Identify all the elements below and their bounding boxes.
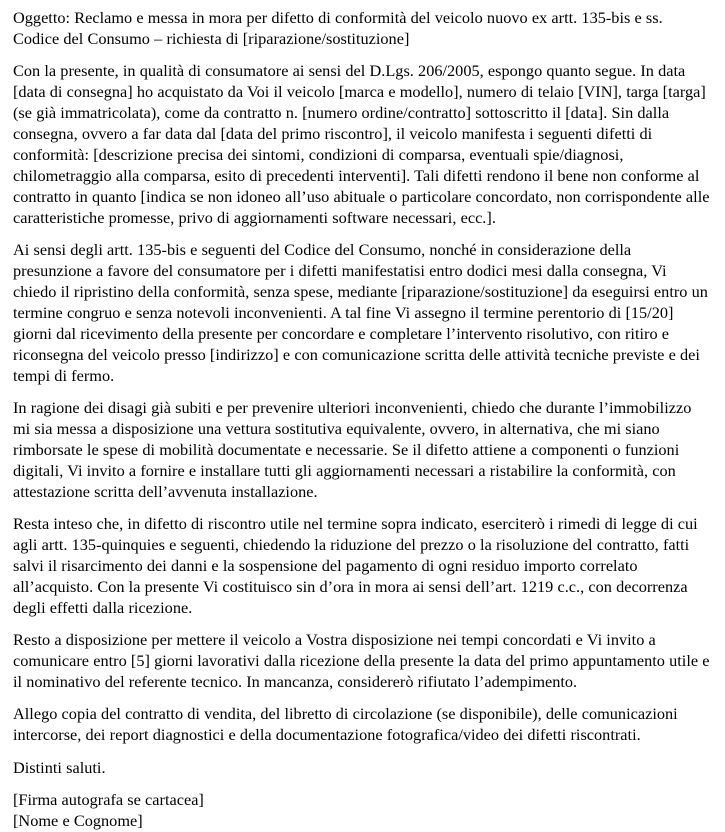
paragraph-intro-purchase-details: Con la presente, in qualità di consumatore ai sensi del D.Lgs. 206/2005, espongo quanto segue. In data [data di consegna] ho acquistato da Voi il veicolo [marca e modello], numero di telaio [VIN], targa [targa] (se già immatricolata), come da contratto n. [numero ordine/contratto] sottoscritto il [data]. Sin dalla consegna, ovvero a far data dal [data del primo riscontro], il veicolo manifesta i seguenti difetti di conformità: [descrizione precisa dei sintomi, condizioni di comparsa, eventuali spie/diagnosi, chilometraggio alla comparsa, esito di precedenti interventi]. Tali difetti rendono il bene non conforme al contratto in quanto [indica se non idoneo all’uso abituale o particolare concordato, non corrispondente alle caratteristiche promesse, privo di aggiornamenti software necessari, ecc.]. (13, 61, 710, 227)
paragraph-default-remedies-warning: Resta inteso che, in difetto di riscontro utile nel termine sopra indicato, eserciterò i rimedi di legge di cui agli artt. 135-quinquies e seguenti, chiedendo la riduzione del prezzo o la risoluzione del contratto, fatti salvi il risarcimento dei danni e la sospensione del pagamento di ogni residuo importo correlato all’acquisto. Con la presente Vi costituisco sin d’ora in mora ai sensi dell’art. 1219 c.c., con decorrenza degli effetti dalla ricezione. (13, 513, 698, 617)
paragraph-availability-and-deadline: Resto a disposizione per mettere il veicolo a Vostra disposizione nei tempi concordati e Vi invito a comunicare entro [5] giorni lavorativi dalla ricezione della presente la data del primo appuntamento utile e il nominativo del referente tecnico. In mancanza, considererò rifiutato l’adempimento. (13, 629, 710, 691)
signature-block (13, 790, 711, 832)
paragraph-attachments: Allego copia del contratto di vendita, del libretto di circolazione (se disponibile), delle comunicazioni intercorse, dei report diagnostici e della documentazione fotografica/video dei difetti riscontrati. (13, 704, 678, 745)
paragraph-courtesy-car-and-updates: In ragione dei disagi già subiti e per prevenire ulteriori inconvenienti, chiedo che durante l’immobilizzo mi sia messa a disposizione una vettura sostitutiva equivalente, ovvero, in alternativa, che mi siano rimborsate le spese di mobilità documentate e necessarie. Se il difetto attiene a componenti o funzioni digitali, Vi invito a fornire e installare tutti gli aggiornamenti necessari a ristabilire la conformità, con attestazione scritta dell’avvenuta installazione. (13, 397, 692, 501)
paragraph-closing-greeting: Distinti saluti. (13, 757, 106, 777)
paragraph-subject: Oggetto: Reclamo e messa in mora per difetto di conformità del veicolo nuovo ex artt. 135-bis e ss. Codice del Consumo – richiesta di [riparazione/sostituzione] (13, 8, 663, 48)
signature-line-handwritten: [Firma autografa se cartacea] (13, 789, 204, 809)
paragraph-legal-request-remedy: Ai sensi degli artt. 135-bis e seguenti del Codice del Consumo, nonché in considerazione della presunzione a favore del consumatore per i difetti manifestatisi entro dodici mesi dalla consegna, Vi chiedo il ripristino della conformità, senza spese, mediante [riparazione/sostituzione] da eseguirsi entro un termine congruo e senza notevoli inconvenienti. A tal fine Vi assegno il termine perentorio di [15/20] giorni dal ricevimento della presente per concordare e completare l’intervento risolutivo, con ritiro e riconsegna del veicolo presso [indirizzo] e con comunicazione scritta delle attività tecniche previste e dei tempi di fermo. (13, 240, 708, 385)
signature-line-name: [Nome e Cognome] (13, 810, 143, 830)
